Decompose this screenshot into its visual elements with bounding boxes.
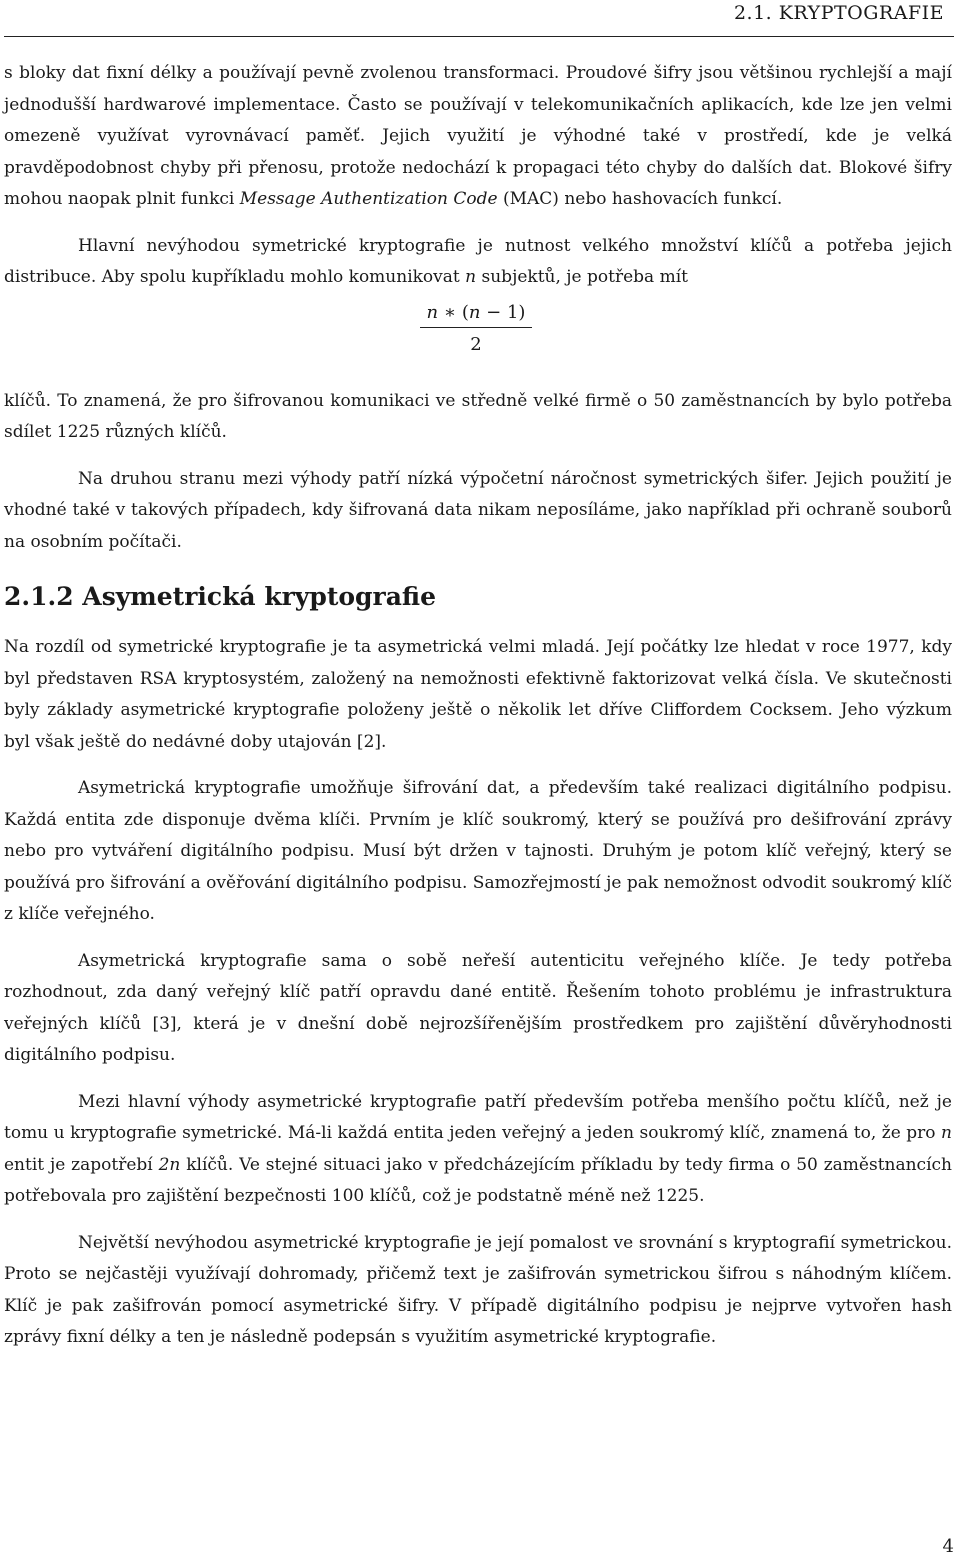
paragraph-asymmetric-disadvantage: Největší nevýhodou asymetrické kryptografie je její pomalost ve srovnání s kryptografií symetrickou. Proto se nejčastěji využívají dohromady, přičemž text je zašifrován symetrickou šifrou s náhodným klíčem. Klíč je pak zašifrován pomocí asymetrické šifry. V případě digitálního podpisu je nejprve vytvořen hash zprávy fixní délky a ten je následně podepsán s využitím asymetrické kryptografie.	[4, 1232, 952, 1347]
fraction-numerator	[420, 302, 532, 328]
main-content	[4, 58, 952, 1354]
paragraph-key-count-example: klíčů. To znamená, že pro šifrovanou komunikaci ve středně velké firmě o 50 zaměstnancích by bylo potřeba sdílet 1225 různých klíčů.	[4, 390, 952, 442]
paragraph-symmetric-disadvantage	[4, 231, 952, 294]
key-count-formula	[4, 294, 952, 386]
variable-n: n	[465, 267, 477, 287]
paragraph-asymmetric-advantages	[4, 1087, 952, 1213]
paragraph-stream-vs-block-ciphers	[4, 58, 952, 216]
paragraph-asymmetric-keys: Asymetrická kryptografie umožňuje šifrování dat, a především také realizaci digitálního podpisu. Každá entita zde disponuje dvěma klíči. Prvním je klíč soukromý, který se používá pro dešifrování zprávy nebo pro vytváření digitálního podpisu. Musí být držen v tajnosti. Druhým je potom klíč veřejný, který se používá pro šifrování a ověřování digitálního podpisu. Samozřejmostí je pak nemožnost odvodit soukromý klíč z klíče veřejného.	[4, 778, 952, 924]
formula-op: − 1)	[480, 301, 526, 323]
formula-var: n	[426, 301, 439, 323]
text-run: s bloky dat fixní délky a používají pevně zvolenou transformaci. Proudové šifry jsou většinou rychlejší a mají jednodušší hardwarové implementace. Často se používají v telekomunikačních aplikacích, kde lze jen velmi omezeně využívat vyrovnávací paměť. Jejich využití je výhodné také v prostředí, kde je velká pravděpodobnost chyby při přenosu, protože nedochází k propagaci této chyby do dalších dat. Blokové šifry mohou naopak plnit funkci	[4, 63, 952, 209]
emphasized-term: Message Authentization Code	[239, 189, 498, 209]
text-run: entit je zapotřebí	[4, 1154, 159, 1175]
paragraph-asymmetric-history: Na rozdíl od symetrické kryptografie je ta asymetrická velmi mladá. Její počátky lze hledat v roce 1977, kdy byl představen RSA kryptosystém, založený na nemožnosti efektivně faktorizovat velká čísla. Ve skutečnosti byly základy asymetrické kryptografie položeny ještě o několik let dříve Cliffordem Cocksem. Jeho výzkum byl však ještě do nedávné doby utajován [2].	[4, 637, 952, 752]
fraction-denominator: 2	[470, 333, 482, 355]
page-number: 4	[942, 1536, 954, 1557]
running-head: 2.1. KRYPTOGRAFIE	[733, 2, 944, 24]
formula-op: ∗ (	[438, 301, 469, 323]
paragraph-symmetric-advantages: Na druhou stranu mezi výhody patří nízká výpočetní náročnost symetrických šifer. Jejich použití je vhodné také v takových případech, kdy šifrovaná data nikam neposíláme, jako například při ochraně souborů na osobním počítači.	[4, 468, 952, 552]
text-run: Hlavní nevýhodou symetrické kryptografie je nutnost velkého množství klíčů a potřeba jejich distribuce. Aby spolu kupříkladu mohlo komunikovat	[4, 235, 952, 287]
header-rule	[4, 36, 954, 37]
section-heading: 2.1.2 Asymetrická kryptografie	[4, 582, 436, 611]
text-run: Mezi hlavní výhody asymetrické kryptografie patří především potřeba menšího počtu klíčů, než je tomu u kryptografie symetrické. Má-li každá entita jeden veřejný a jeden soukromý klíč, znamená to, že pro	[4, 1091, 952, 1143]
text-run: subjektů, je potřeba mít	[476, 267, 688, 287]
text-run: klíčů. Ve stejné situaci jako v předcházejícím příkladu by tedy firma o 50 zaměstnancích potřebovala pro zajištění bezpečnosti 100 klíčů, což je podstatně méně než 1225.	[4, 1154, 952, 1206]
formula-var: n	[468, 301, 481, 323]
variable-2n: 2n	[158, 1154, 181, 1175]
variable-n: n	[941, 1123, 952, 1143]
fraction	[420, 302, 532, 355]
paragraph-public-key-authenticity: Asymetrická kryptografie sama o sobě neřeší autenticitu veřejného klíče. Je tedy potřeba rozhodnout, zda daný veřejný klíč patří opravdu dané entitě. Řešením tohoto problému je infrastruktura veřejných klíčů [3], která je v dnešní době nejrozšířenějším prostředkem pro zajištění důvěryhodnosti digitálního podpisu.	[4, 950, 952, 1065]
text-run: (MAC) nebo hashovacích funkcí.	[497, 189, 783, 209]
